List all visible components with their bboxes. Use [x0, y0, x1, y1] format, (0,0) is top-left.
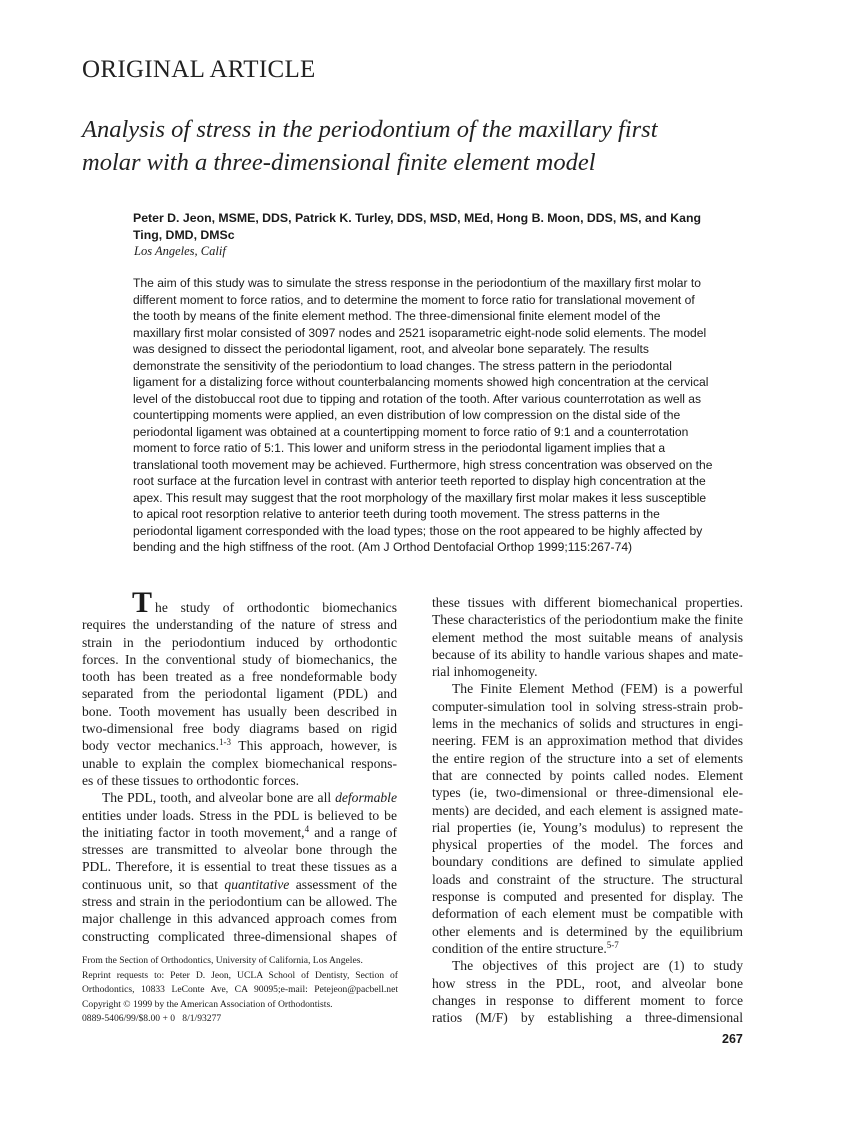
- title-line: Analysis of stress in the periodontium of the maxillary first: [82, 116, 658, 143]
- author-location: Los Angeles, Calif: [134, 244, 226, 258]
- footnote-line: 0889-5406/99/$8.00 + 0 8/1/93277: [82, 1013, 222, 1024]
- text-run: loads and constraint of the structure. The structural: [432, 871, 743, 887]
- body-line: [82, 755, 397, 772]
- body-line: [82, 772, 397, 789]
- abstract-line: The aim of this study was to simulate the stress response in the periodontium of the maxillary first molar to: [133, 276, 701, 290]
- text-run: lems in the mechanics of solids and structures in engi-: [432, 716, 743, 732]
- body-line: [82, 703, 397, 720]
- footnote: [82, 954, 398, 1027]
- text-run: deformation of each element must be compatible with: [432, 906, 743, 922]
- text-run: PDL. Therefore, it is essential to treat these tissues as a: [82, 859, 397, 875]
- text-run: assessment of the: [289, 876, 397, 892]
- text-run: continuous unit, so that: [82, 876, 225, 892]
- body-line: [82, 789, 397, 806]
- body-line: [432, 853, 743, 870]
- text-run: element method the most suitable means of analysis: [432, 629, 743, 645]
- text-run: physical properties of the model. The forces and: [432, 837, 743, 853]
- body-line: [432, 611, 743, 628]
- abstract-line: ligament for a distalizing force without counterbalancing moments showed high concentration at the cervical: [133, 375, 709, 389]
- text-run: bone. Tooth movement has usually been described in: [82, 703, 397, 719]
- body-line: [432, 888, 743, 905]
- body-line: [432, 715, 743, 732]
- body-line: [82, 893, 397, 910]
- text-run: boundary conditions are defined to simulate applied: [432, 854, 743, 870]
- text-run: neering. FEM is an approximation method that divides: [432, 733, 743, 749]
- text-run: requires the understanding of the nature of stress and: [82, 617, 397, 633]
- body-line: [82, 668, 397, 685]
- authors: [133, 210, 743, 243]
- title-line: molar with a three-dimensional finite element model: [82, 149, 596, 176]
- body-line: [432, 940, 743, 957]
- text-run: tooth has been treated as a free nondeformable body: [82, 669, 397, 685]
- text-run: types (ie, two-dimensional or three-dimensional ele-: [432, 785, 743, 801]
- abstract-line: countertipping moments were applied, an even distribution of low compression on the distal side of the: [133, 408, 681, 422]
- text-run: rial inhomogeneity.: [432, 664, 538, 680]
- body-line: [432, 836, 743, 853]
- text-run: stresses are transmitted to alveolar bone through the: [82, 842, 397, 858]
- article-title: [82, 113, 658, 179]
- abstract-line: bending and the high stiffness of the root. (Am J Orthod Dentofacial Orthop 1999;115:267-74): [133, 540, 633, 554]
- text-run: ratios (M/F) by establishing a three-dimensional: [432, 1010, 743, 1026]
- text-run: and a range of: [309, 824, 397, 840]
- text-run: strain in the periodontium induced by orthodontic: [82, 634, 397, 650]
- body-line: [82, 807, 397, 824]
- body-line: [432, 992, 743, 1009]
- abstract-line: root surface at the furcation level in contrast with anterior teeth reported to display high concentration at the: [133, 474, 706, 488]
- text-run: changes in response to different moment to force: [432, 992, 743, 1008]
- body-line: [432, 750, 743, 767]
- body-line: [82, 616, 397, 633]
- abstract-line: was designed to dissect the periodontal ligament, root, and alveolar bone separately. The results: [133, 342, 649, 356]
- text-run: major challenge in this advanced approach comes from: [82, 911, 397, 927]
- paragraph: [432, 957, 743, 1026]
- body-line: [82, 651, 397, 668]
- body-line: [432, 802, 743, 819]
- abstract-line: the tooth by means of the finite element method. The three-dimensional finite element model of the: [133, 309, 661, 323]
- body-line: [432, 663, 743, 680]
- text-run: The Finite Element Method (FEM) is a powerful: [452, 681, 743, 697]
- body-line: [82, 928, 397, 945]
- citation-superscript: 5-7: [606, 939, 619, 950]
- body-line: [82, 876, 397, 893]
- body-column-left: [82, 586, 398, 945]
- body-line: [432, 957, 743, 974]
- text-run: body vector mechanics.: [82, 738, 219, 754]
- text-run: other elements and is determined by the equilibrium: [432, 923, 743, 939]
- body-line: [82, 720, 397, 737]
- abstract-line: to apical root resorption relative to anterior teeth during tooth movement. The stress patterns in the: [133, 507, 660, 521]
- body-column-right: [432, 594, 743, 1026]
- text-run: separated from the periodontal ligament (PDL) and: [82, 686, 397, 702]
- body-line: [432, 819, 743, 836]
- footnote-line: Copyright © 1999 by the American Association of Orthodontists.: [82, 998, 333, 1010]
- text-run: condition of the entire structure.: [432, 940, 607, 956]
- body-line: [82, 737, 397, 754]
- italic-text: deformable: [335, 790, 397, 806]
- abstract: [133, 275, 743, 556]
- page-number: 267: [722, 1032, 743, 1046]
- authors-line: Ting, DMD, DMSc: [133, 227, 235, 242]
- paragraph: [82, 586, 398, 789]
- abstract-line: periodontal ligament was obtained at a countertipping moment to force ratio of 9:1 and a counterrotation: [133, 424, 689, 439]
- text-run: because of its ability to handle various shapes and mate-: [432, 646, 743, 662]
- text-run: This approach, however, is: [231, 738, 398, 754]
- body-line: [82, 824, 397, 841]
- text-run: es of these tissues to orthodontic forces.: [82, 772, 300, 788]
- abstract-line: demonstrate the sensitivity of the periodontium to load changes. The stress pattern in the periodontal: [133, 358, 672, 373]
- body-line: [432, 646, 743, 663]
- abstract-line: periodontal ligament corresponded with the load types; those on the root appeared to be highly affected by: [133, 523, 703, 538]
- text-run: that are connected by points called nodes. Element: [432, 767, 743, 783]
- text-run: The objectives of this project are (1) to study: [452, 958, 743, 974]
- text-run: how stress in the PDL, root, and alveolar bone: [432, 975, 743, 991]
- abstract-line: translational tooth movement may be achieved. Furthermore, high stress concentration was observed on the: [133, 457, 713, 472]
- section-label: ORIGINAL ARTICLE: [82, 56, 316, 83]
- footnote-line: Reprint requests to: Peter D. Jeon, UCLA School of Dentisty, Section of: [82, 969, 398, 981]
- text-run: constructing complicated three-dimensional shapes of: [82, 928, 397, 944]
- drop-cap: T: [132, 586, 153, 619]
- body-line: [82, 858, 397, 875]
- body-line: [432, 767, 743, 784]
- body-line: [432, 594, 743, 611]
- body-line: [82, 634, 397, 651]
- citation-superscript: 4: [304, 823, 310, 834]
- body-line: [82, 586, 397, 619]
- paragraph: [82, 789, 397, 945]
- body-line: [82, 841, 397, 858]
- text-run: he study of orthodontic biomechanics: [155, 600, 397, 615]
- text-run: the entire region of the structure into a set of elements: [432, 750, 743, 766]
- abstract-line: maxillary first molar consisted of 3097 nodes and 2521 isoparametric eight-node solid elements. The model: [133, 325, 707, 340]
- text-run: computer-simulation tool in solving stress-strain prob-: [432, 698, 743, 714]
- citation-superscript: 1-3: [219, 737, 231, 748]
- body-line: [432, 923, 743, 940]
- text-run: response is computed and presented for display. The: [432, 889, 743, 905]
- body-line: [432, 905, 743, 922]
- paragraph: [432, 594, 743, 680]
- abstract-line: moment to force ratio of 5:1. This lower and uniform stress in the periodontal ligament implies that a: [133, 441, 666, 455]
- text-run: unable to explain the complex biomechanical respons-: [82, 755, 397, 771]
- body-line: [432, 732, 743, 749]
- body-line: [432, 680, 743, 697]
- body-line: [432, 975, 743, 992]
- text-run: stress and strain in the periodontium can be allowed. The: [82, 894, 397, 910]
- body-line: [432, 698, 743, 715]
- italic-text: quantitative: [224, 876, 290, 892]
- text-run: entities under loads. Stress in the PDL is believed to be: [82, 807, 397, 823]
- body-line: [432, 1009, 743, 1026]
- text-run: the initiating factor in tooth movement,: [82, 824, 305, 840]
- footnote-line: Orthodontics, 10833 LeConte Ave, CA 90095;e-mail: Petejeon@pacbell.net: [82, 984, 398, 995]
- paragraph: [432, 680, 743, 957]
- body-line: [432, 784, 743, 801]
- text-run: The PDL, tooth, and alveolar bone are all: [102, 790, 336, 806]
- abstract-line: level of the distobuccal root due to tipping and rotation of the tooth. After various counterrotation as well as: [133, 391, 702, 406]
- abstract-line: apex. This result may suggest that the root morphology of the maxillary first molar makes it less susceptible: [133, 490, 707, 505]
- text-run: rial properties (ie, Young’s modulus) to represent the: [432, 819, 743, 835]
- abstract-line: different moment to force ratios, and to determine the moment to force ratio for translational movement of: [133, 292, 695, 307]
- text-run: these tissues with different biomechanical properties.: [432, 595, 743, 610]
- text-run: two-dimensional free body diagrams based on rigid: [82, 721, 397, 737]
- body-line: [82, 685, 397, 702]
- body-line: [82, 910, 397, 927]
- footnote-line: From the Section of Orthodontics, University of California, Los Angeles.: [82, 955, 363, 966]
- text-run: These characteristics of the periodontium make the finite: [432, 612, 743, 628]
- body-line: [432, 629, 743, 646]
- text-run: forces. In the conventional study of biomechanics, the: [82, 651, 397, 667]
- body-line: [432, 871, 743, 888]
- authors-line: Peter D. Jeon, MSME, DDS, Patrick K. Turley, DDS, MSD, MEd, Hong B. Moon, DDS, MS, and Kang: [133, 211, 701, 225]
- text-run: ments) are decided, and each element is assigned mate-: [432, 802, 743, 818]
